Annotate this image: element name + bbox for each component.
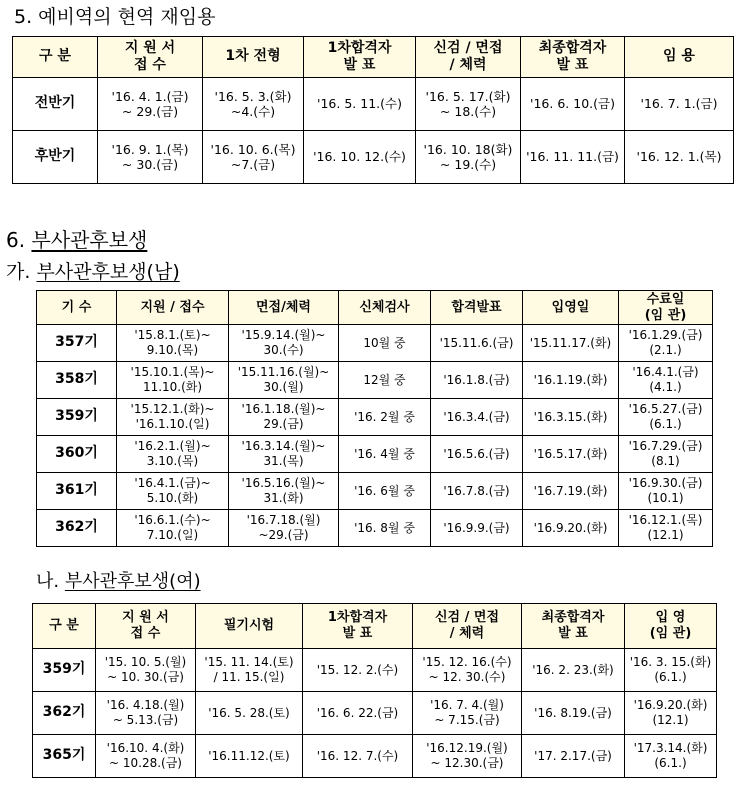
table-cell: '16.7.29.(금) (8.1) — [619, 436, 713, 473]
header-cell: 지원 / 접수 — [117, 291, 229, 325]
table-cell: '16.9.20.(화) (12.1) — [625, 692, 717, 735]
table-cell: '16. 10. 12.(수) — [304, 131, 416, 184]
table-row — [37, 399, 713, 436]
table-cell: '16. 6. 10.(금) — [521, 78, 625, 131]
table-cell: '15. 11. 14.(토) / 11. 15.(일) — [196, 649, 303, 692]
row-label: 362기 — [37, 510, 117, 547]
table-row — [13, 131, 734, 184]
table-cell: '16.7.18.(월) ~29.(금) — [229, 510, 339, 547]
table-cell: '16. 4월 중 — [339, 436, 431, 473]
table-cell: '16. 7. 4.(월) ~ 7.15.(금) — [413, 692, 522, 735]
table-row — [37, 362, 713, 399]
header-cell: 신체검사 — [339, 291, 431, 325]
table-cell: 10월 중 — [339, 325, 431, 362]
table-cell: '16.12.1.(목) (12.1) — [619, 510, 713, 547]
row-label: 361기 — [37, 473, 117, 510]
row-label: 후반기 — [13, 131, 98, 184]
row-label: 362기 — [33, 692, 96, 735]
table-cell: '15.11.16.(월)~ 30.(월) — [229, 362, 339, 399]
table-cell: '16. 9. 1.(목) ~ 30.(금) — [98, 131, 203, 184]
table-cell: '16.1.29.(금) (2.1.) — [619, 325, 713, 362]
table-row — [33, 735, 717, 778]
header-cell: 필기시험 — [196, 604, 303, 649]
table-cell: '16.7.8.(금) — [431, 473, 523, 510]
table-cell: '16.3.4.(금) — [431, 399, 523, 436]
table-cell: '16.4.1.(금) (4.1.) — [619, 362, 713, 399]
table-cell: '16.1.18.(월)~ 29.(금) — [229, 399, 339, 436]
table-row — [13, 78, 734, 131]
header-cell: 임 용 — [625, 37, 734, 78]
table-header-row — [13, 37, 734, 78]
table-row — [33, 649, 717, 692]
header-cell: 입영일 — [523, 291, 619, 325]
table-cell: '17. 2.17.(금) — [522, 735, 625, 778]
table-cell: 12월 중 — [339, 362, 431, 399]
table-cell: '15.11.6.(금) — [431, 325, 523, 362]
table-cell: '16. 10. 6.(목) ~7.(금) — [203, 131, 304, 184]
table-cell: '16.3.14.(월)~ 31.(목) — [229, 436, 339, 473]
header-cell: 합격발표 — [431, 291, 523, 325]
table-cell: '16.11.12.(토) — [196, 735, 303, 778]
header-cell: 최종합격자 발 표 — [521, 37, 625, 78]
section6-title-text: 부사관후보생 — [31, 228, 148, 252]
table-cell: '16. 7. 1.(금) — [625, 78, 734, 131]
subsection-b-title-text: 부사관후보생(여) — [64, 571, 201, 592]
table-cell: '15.10.1.(목)~ 11.10.(화) — [117, 362, 229, 399]
table-row — [37, 436, 713, 473]
table-cell: '16.1.8.(금) — [431, 362, 523, 399]
table-cell: '15. 10. 5.(월) ~ 10. 30.(금) — [96, 649, 196, 692]
table-cell: '16.7.19.(화) — [523, 473, 619, 510]
row-label: 360기 — [37, 436, 117, 473]
header-cell: 수료일 (임 관) — [619, 291, 713, 325]
table-cell: '15.8.1.(토)~ 9.10.(목) — [117, 325, 229, 362]
table-cell: '16. 3. 15.(화) (6.1.) — [625, 649, 717, 692]
table-cell: '15.11.17.(화) — [523, 325, 619, 362]
table-cell: '17.3.14.(화) (6.1.) — [625, 735, 717, 778]
header-cell: 입 영 (임 관) — [625, 604, 717, 649]
table-cell: '16. 8.19.(금) — [522, 692, 625, 735]
subsection-a-prefix: 가. — [6, 261, 37, 283]
table-cell: '15. 12. 2.(수) — [303, 649, 413, 692]
table-row — [33, 692, 717, 735]
header-cell: 신검 / 면접 / 체력 — [416, 37, 521, 78]
header-cell: 기 수 — [37, 291, 117, 325]
subsection-a-title — [6, 257, 180, 284]
subsection-a-title-text: 부사관후보생(남) — [36, 261, 180, 283]
header-cell: 구 분 — [33, 604, 96, 649]
header-cell: 1차합격자 발 표 — [304, 37, 416, 78]
table-cell: '16. 8월 중 — [339, 510, 431, 547]
table-cell: '15. 12. 16.(수) ~ 12. 30.(수) — [413, 649, 522, 692]
header-cell: 면접/체력 — [229, 291, 339, 325]
table-cell: '16. 12. 7.(수) — [303, 735, 413, 778]
table-cell: '16.12.19.(월) ~ 12.30.(금) — [413, 735, 522, 778]
table-cell: '16. 10. 18(화) ~ 19.(수) — [416, 131, 521, 184]
table-cell: '16. 5. 17.(화) ~ 18.(수) — [416, 78, 521, 131]
table-row — [37, 510, 713, 547]
table-row — [37, 473, 713, 510]
table-cell: '16.10. 4.(화) ~ 10.28.(금) — [96, 735, 196, 778]
table-cell: '16. 6월 중 — [339, 473, 431, 510]
table-cell: '16. 4.18.(월) ~ 5.13.(금) — [96, 692, 196, 735]
subsection-b-prefix: 나. — [36, 571, 65, 592]
header-cell: 구 분 — [13, 37, 98, 78]
table-cell: '16.1.19.(화) — [523, 362, 619, 399]
table-header-row — [33, 604, 717, 649]
row-label: 전반기 — [13, 78, 98, 131]
table-cell: '16.5.27.(금) (6.1.) — [619, 399, 713, 436]
table-cell: '16.9.20.(화) — [523, 510, 619, 547]
table-cell: '16. 6. 22.(금) — [303, 692, 413, 735]
table-cell: '15.9.14.(월)~ 30.(수) — [229, 325, 339, 362]
candidate-male-table — [36, 290, 713, 547]
table-cell: '16.5.16.(월)~ 31.(화) — [229, 473, 339, 510]
row-label: 359기 — [37, 399, 117, 436]
row-label: 357기 — [37, 325, 117, 362]
row-label: 365기 — [33, 735, 96, 778]
table-cell: '16. 12. 1.(목) — [625, 131, 734, 184]
subsection-b-title — [36, 567, 201, 593]
table-cell: '16. 2월 중 — [339, 399, 431, 436]
header-cell: 신검 / 면접 / 체력 — [413, 604, 522, 649]
section6-title — [6, 224, 147, 253]
candidate-female-table — [32, 603, 717, 778]
table-cell: '16.2.1.(월)~ 3.10.(목) — [117, 436, 229, 473]
table-cell: '16.9.30.(금) (10.1) — [619, 473, 713, 510]
header-cell: 지 원 서 접 수 — [96, 604, 196, 649]
table-cell: '16.6.1.(수)~ 7.10.(일) — [117, 510, 229, 547]
section6-number: 6. — [6, 228, 32, 252]
header-cell: 1차 전형 — [203, 37, 304, 78]
table-header-row — [37, 291, 713, 325]
table-cell: '16.5.17.(화) — [523, 436, 619, 473]
header-cell: 최종합격자 발 표 — [522, 604, 625, 649]
table-cell: '16. 2. 23.(화) — [522, 649, 625, 692]
section5-title: 5. 예비역의 현역 재임용 — [14, 6, 216, 28]
reappointment-table — [12, 36, 734, 184]
table-cell: '15.12.1.(화)~ '16.1.10.(일) — [117, 399, 229, 436]
header-cell: 지 원 서 접 수 — [98, 37, 203, 78]
header-cell: 1차합격자 발 표 — [303, 604, 413, 649]
table-cell: '16. 5. 3.(화) ~4.(수) — [203, 78, 304, 131]
table-cell: '16.3.15.(화) — [523, 399, 619, 436]
row-label: 358기 — [37, 362, 117, 399]
table-row — [37, 325, 713, 362]
table-cell: '16. 5. 11.(수) — [304, 78, 416, 131]
table-cell: '16. 5. 28.(토) — [196, 692, 303, 735]
row-label: 359기 — [33, 649, 96, 692]
table-cell: '16.4.1.(금)~ 5.10.(화) — [117, 473, 229, 510]
table-cell: '16. 11. 11.(금) — [521, 131, 625, 184]
table-cell: '16.9.9.(금) — [431, 510, 523, 547]
table-cell: '16.5.6.(금) — [431, 436, 523, 473]
table-cell: '16. 4. 1.(금) ~ 29.(금) — [98, 78, 203, 131]
